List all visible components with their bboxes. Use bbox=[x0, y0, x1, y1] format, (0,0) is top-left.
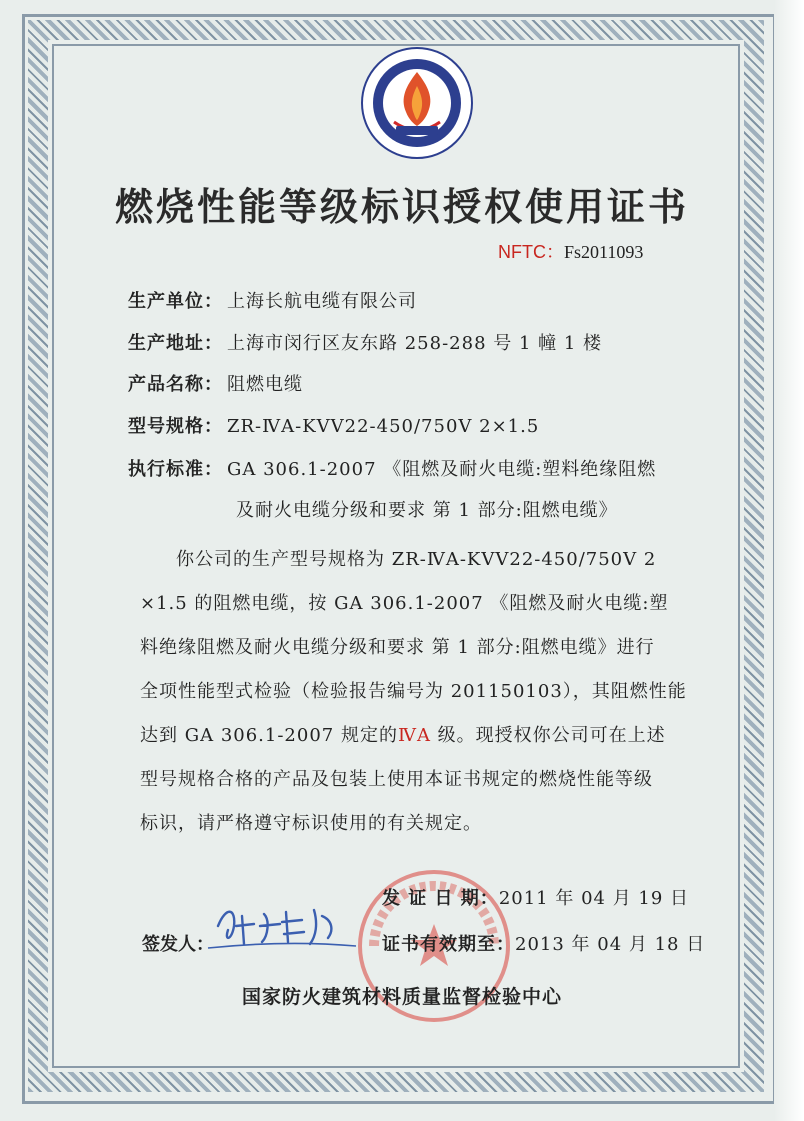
field-value: 上海市闵行区友东路 258-288 号 1 幢 1 楼 bbox=[227, 333, 603, 354]
certificate-number-value: Fs2011093 bbox=[564, 242, 644, 262]
nftc-logo bbox=[360, 46, 474, 160]
certificate-number bbox=[498, 238, 643, 264]
body-text: 达到 GA 306.1-2007 规定的 bbox=[140, 725, 398, 746]
certificate-title: 燃烧性能等级标识授权使用证书 bbox=[114, 185, 689, 229]
issue-date bbox=[382, 884, 689, 910]
valid-until-label: 证书有效期至： bbox=[382, 934, 515, 955]
field-label: 生产单位： bbox=[128, 291, 223, 312]
body-line: ×1.5 的阻燃电缆，按 GA 306.1-2007 《阻燃及耐火电缆:塑 bbox=[140, 593, 669, 614]
scan-edge bbox=[774, 0, 804, 1121]
issue-date-label: 发 证 日 期： bbox=[382, 888, 499, 909]
field-value: GA 306.1-2007 《阻燃及耐火电缆:塑料绝缘阻燃 bbox=[227, 459, 657, 480]
body-line: 料绝缘阻燃及耐火电缆分级和要求 第 1 部分:阻燃电缆》进行 bbox=[140, 637, 655, 658]
certificate-number-prefix: NFTC： bbox=[498, 242, 564, 262]
field-value: 上海长航电缆有限公司 bbox=[227, 291, 417, 312]
body-line bbox=[140, 714, 720, 758]
body-text: 级。现授权你公司可在上述 bbox=[430, 725, 666, 746]
certificate-body bbox=[140, 538, 720, 846]
valid-until-value: 2013 年 04 月 18 日 bbox=[515, 934, 706, 955]
field-value: 阻燃电缆 bbox=[227, 374, 303, 395]
grade-highlight: ⅣA bbox=[397, 725, 431, 746]
field-label: 执行标准： bbox=[128, 459, 223, 480]
field-label: 型号规格： bbox=[128, 416, 223, 437]
field-standard bbox=[128, 455, 656, 481]
field-value: ZR-ⅣA-KVV22-450/750V 2×1.5 bbox=[227, 416, 540, 437]
field-manufacturer bbox=[128, 287, 417, 313]
issuing-authority: 国家防火建筑材料质量监督检验中心 bbox=[241, 986, 562, 1008]
valid-until bbox=[382, 930, 705, 956]
field-product bbox=[128, 370, 303, 396]
body-line: 型号规格合格的产品及包装上使用本证书规定的燃烧性能等级 bbox=[140, 769, 653, 790]
field-model bbox=[128, 412, 539, 438]
body-line: 全项性能型式检验（检验报告编号为 201150103），其阻燃性能 bbox=[140, 681, 687, 702]
field-label: 产品名称： bbox=[128, 374, 223, 395]
issue-date-value: 2011 年 04 月 19 日 bbox=[498, 888, 690, 909]
field-address bbox=[128, 329, 602, 355]
field-label: 生产地址： bbox=[128, 333, 223, 354]
body-line: 标识，请严格遵守标识使用的有关规定。 bbox=[140, 813, 482, 834]
field-standard-continued: 及耐火电缆分级和要求 第 1 部分:阻燃电缆》 bbox=[236, 500, 618, 521]
body-line: 你公司的生产型号规格为 ZR-ⅣA-KVV22-450/750V 2 bbox=[176, 549, 657, 570]
handwritten-signature bbox=[206, 896, 376, 956]
signer-label: 签发人： bbox=[142, 934, 214, 955]
